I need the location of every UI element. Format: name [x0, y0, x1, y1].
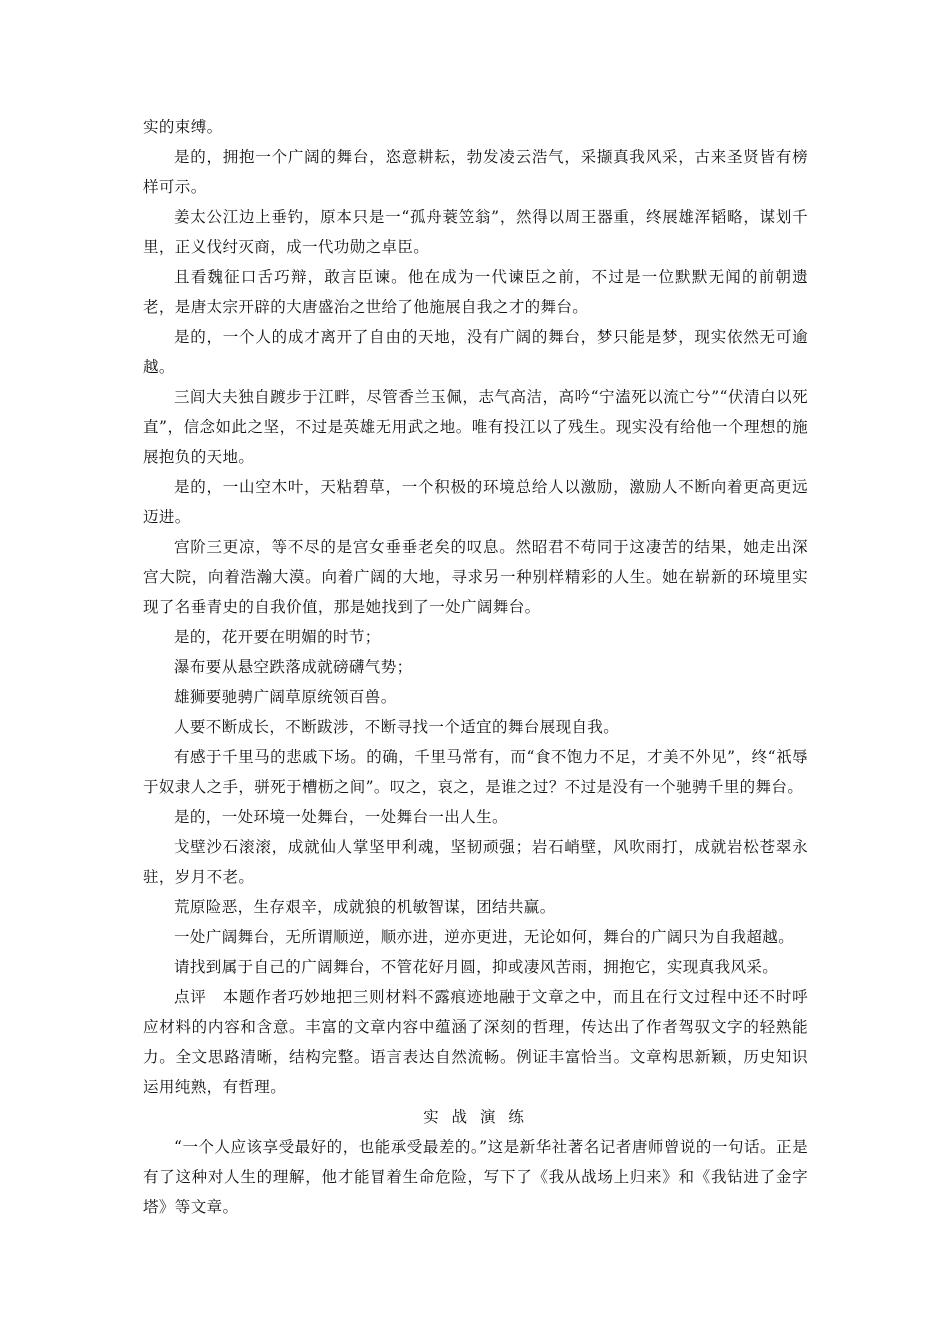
section-heading: 实 战 演 练 [423, 1108, 528, 1126]
paragraph: 三闾大夫独自踱步于江畔，尽管香兰玉佩，志气高洁，高吟“宁溘死以流亡兮”“伏清白以死直”，信念如此之坚，不过是英雄无用武之地。唯有投江以了残生。现实没有给他一个理想的施展抱负的天地。 [143, 388, 808, 466]
paragraph: 是的，一个人的成才离开了自由的天地，没有广阔的舞台，梦只能是梦，现实依然无可逾越。 [143, 328, 808, 376]
paragraph: 有感于千里马的悲戚下场。的确，千里马常有，而“食不饱力不足，才美不外见”，终“祇辱于奴隶人之手，骈死于槽枥之间”。叹之，哀之，是谁之过？不过是没有一个驰骋千里的舞台。 [143, 748, 808, 796]
paragraph: 雄狮要驰骋广阔草原统领百兽。 [174, 688, 397, 706]
commentary-paragraph: 点评 本题作者巧妙地把三则材料不露痕迹地融于文章之中，而且在行文过程中还不时呼应材料的内容和含意。丰富的文章内容中蕴涵了深刻的哲理，传达出了作者驾驭文字的轻熟能力。全文思路清晰，结构完整。语言表达自然流畅。例证丰富恰当。文章构思新颖，历史知识运用纯熟，有哲理。 [143, 988, 808, 1096]
paragraph: 是的，一处环境一处舞台，一处舞台一出人生。 [174, 808, 508, 826]
paragraph: 实的束缚。 [143, 118, 223, 136]
paragraph: 姜太公江边上垂钓，原本只是一“孤舟蓑笠翁”，然得以周王器重，终展雄浑韬略，谋划千里，正义伐纣灭商，成一代功勋之卓臣。 [143, 208, 808, 256]
document-body [143, 112, 808, 1222]
paragraph: 宫阶三更凉，等不尽的是宫女垂垂老矣的叹息。然昭君不苟同于这凄苦的结果，她走出深宫大院，向着浩瀚大漠。向着广阔的大地，寻求另一种别样精彩的人生。她在崭新的环境里实现了名垂青史的自我价值，那是她找到了一处广阔舞台。 [143, 538, 808, 616]
paragraph: 且看魏征口舌巧辩，敢言臣谏。他在成为一代谏臣之前，不过是一位默默无闻的前朝遗老，是唐太宗开辟的大唐盛治之世给了他施展自我之才的舞台。 [143, 268, 808, 316]
paragraph: 戈壁沙石滚滚，成就仙人掌坚甲利魂，坚韧顽强；岩石峭壁，风吹雨打，成就岩松苍翠永驻，岁月不老。 [143, 838, 808, 886]
paragraph: 请找到属于自己的广阔舞台，不管花好月圆，抑或凄风苦雨，拥抱它，实现真我风采。 [174, 958, 779, 976]
paragraph: 瀑布要从悬空跌落成就磅礴气势； [174, 658, 413, 676]
paragraph: “一个人应该享受最好的，也能承受最差的。”这是新华社著名记者唐师曾说的一句话。正是有了这种对人生的理解，他才能冒着生命危险，写下了《我从战场上归来》和《我钻进了金字塔》等文章。 [143, 1138, 808, 1216]
paragraph: 是的，花开要在明媚的时节； [174, 628, 381, 646]
paragraph: 一处广阔舞台，无所谓顺逆，顺亦进，逆亦更进，无论如何，舞台的广阔只为自我超越。 [174, 928, 795, 946]
paragraph: 人要不断成长，不断跋涉，不断寻找一个适宜的舞台展现自我。 [174, 718, 620, 736]
paragraph: 是的，一山空木叶，天粘碧草，一个积极的环境总给人以激励，激励人不断向着更高更远迈进。 [143, 478, 808, 526]
paragraph: 荒原险恶，生存艰辛，成就狼的机敏智谋，团结共赢。 [174, 898, 556, 916]
paragraph: 是的，拥抱一个广阔的舞台，恣意耕耘，勃发凌云浩气，采撷真我风采，古来圣贤皆有榜样可示。 [143, 148, 808, 196]
